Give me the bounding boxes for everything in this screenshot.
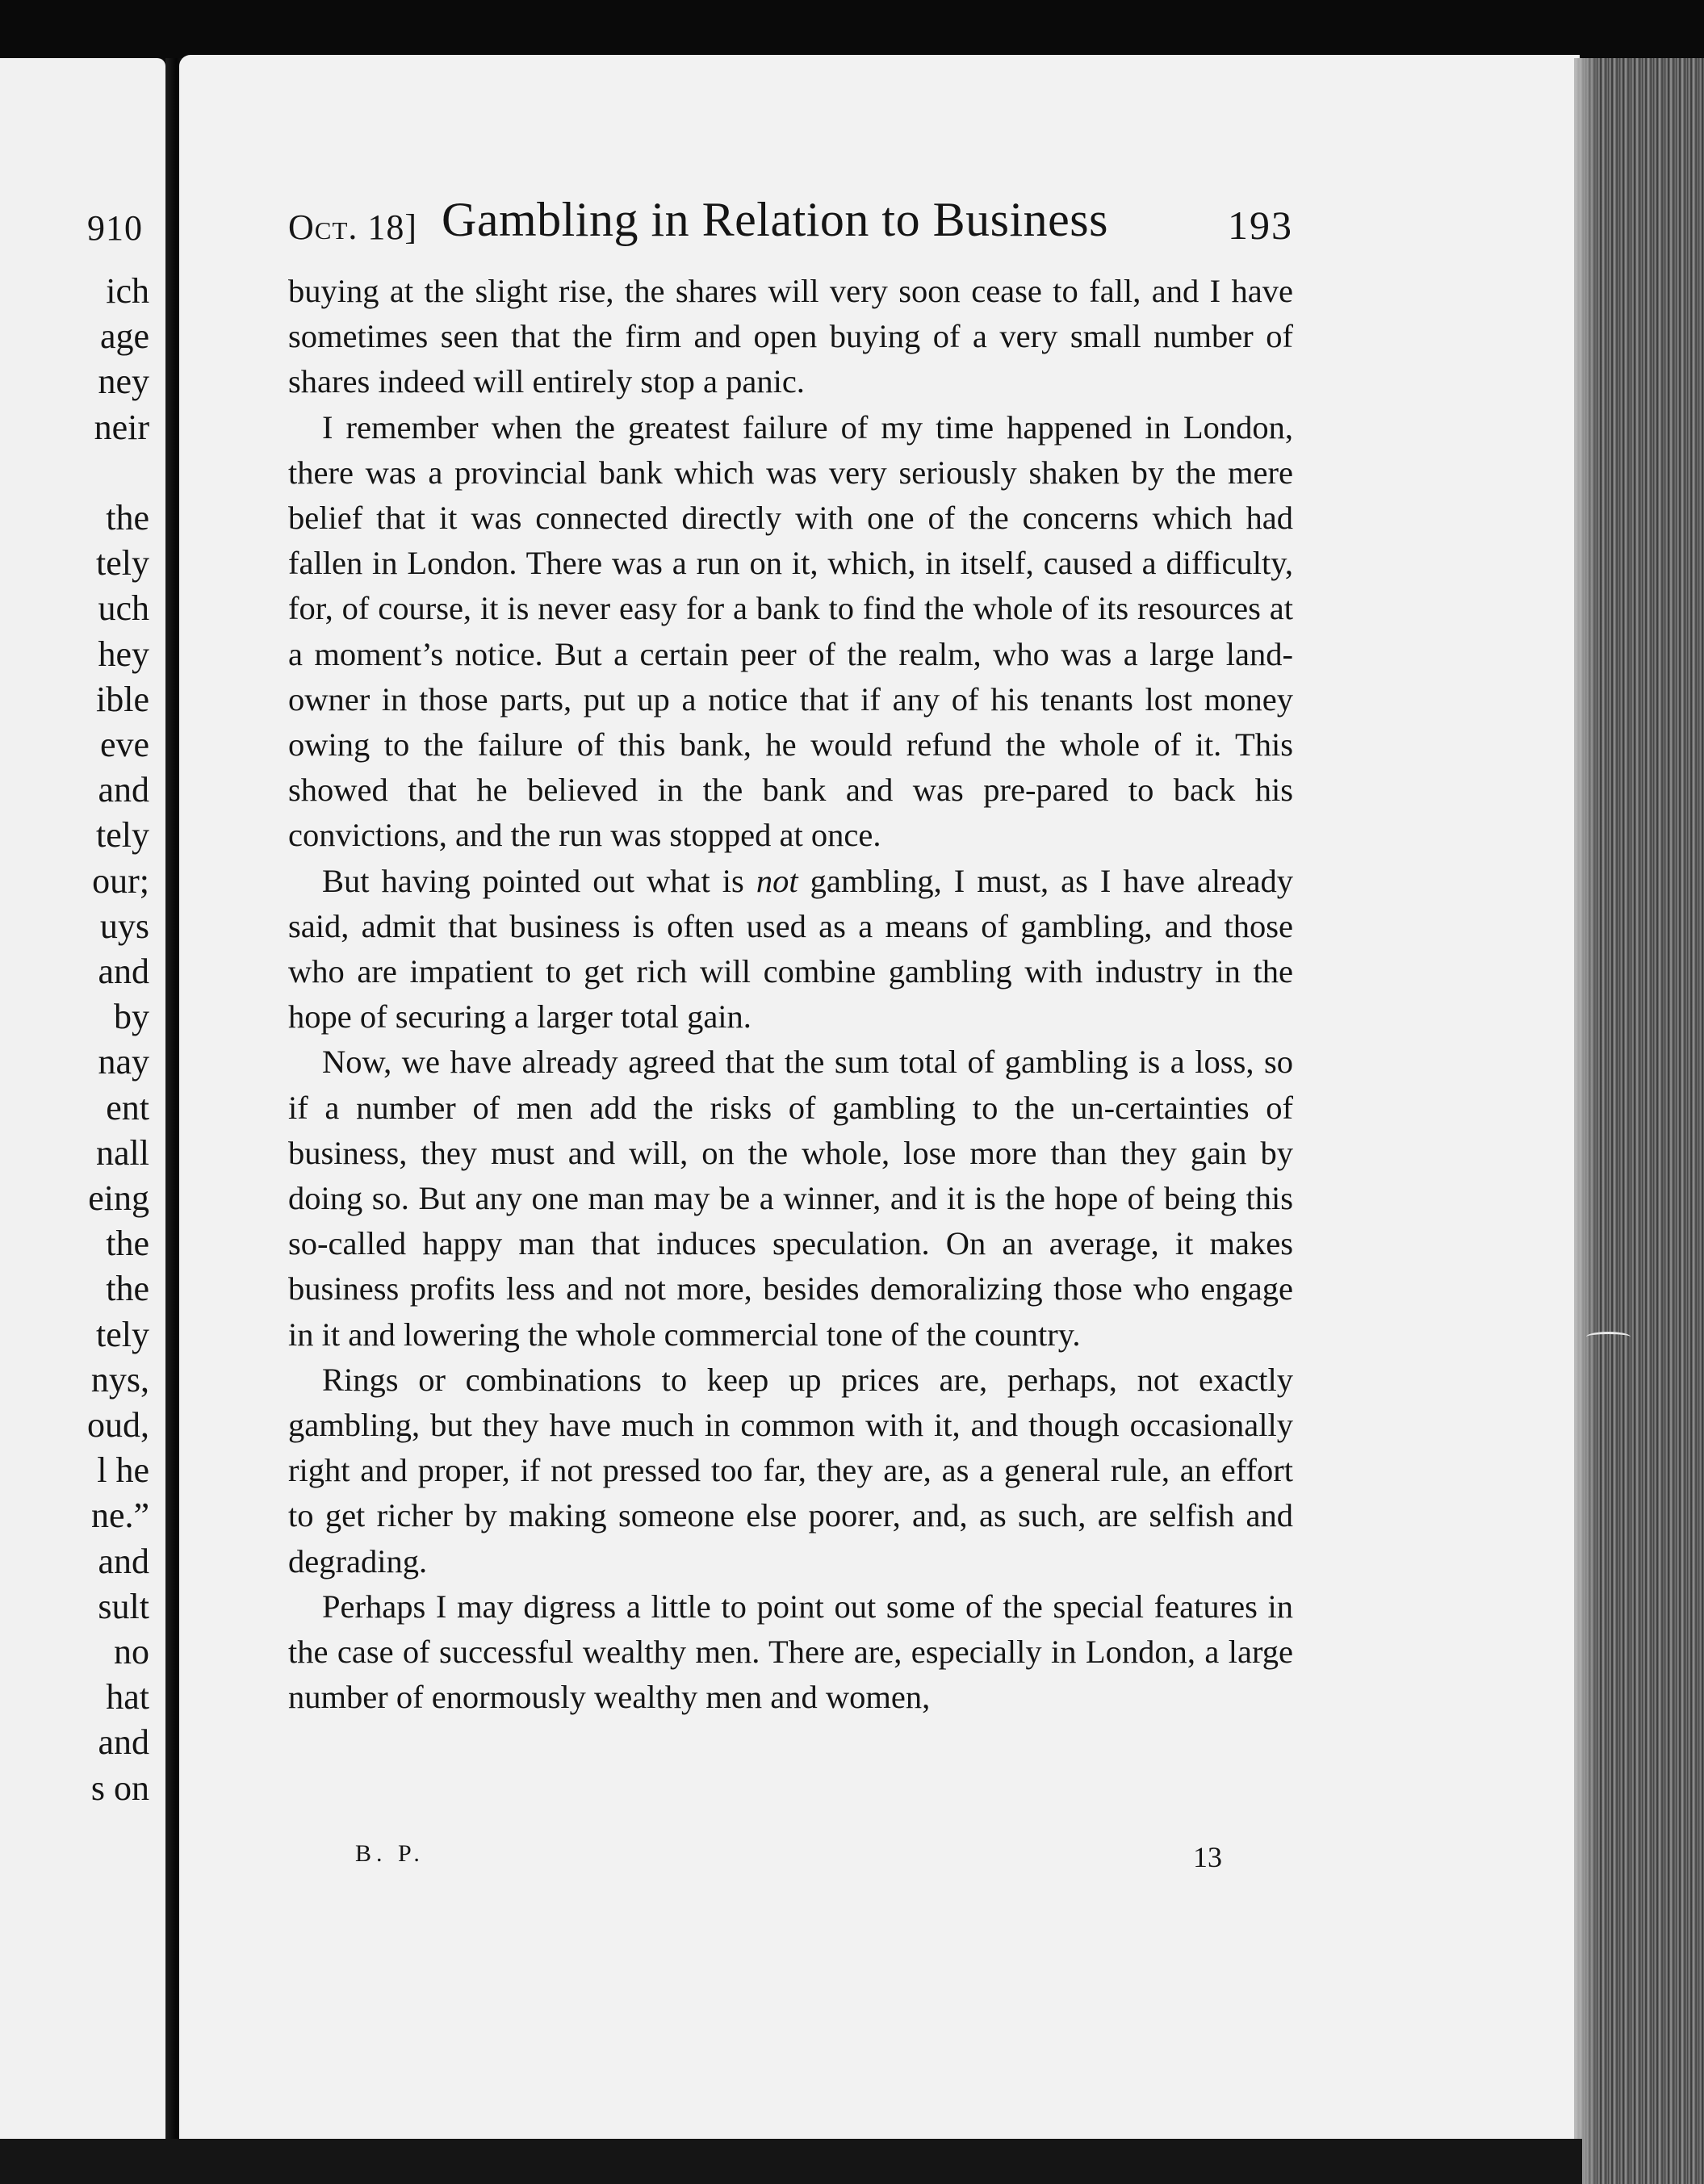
facing-page-header: 910 [87,208,143,248]
facing-page-fragment: ney [98,362,149,402]
facing-page-left [0,58,165,2140]
facing-page-fragment: nay [98,1042,149,1082]
facing-page-fragment: s on [90,1768,149,1808]
paragraph: Now, we have already agreed that the sum total of gambling is a loss, so if a number of men add the risks of gambling to the un-certainties of business, they must and will, on the whole, lose more than they gain by doing so. But any one man may be a winner, and it is the hope of being this so-called happy man that induces speculation. On an average, it makes business profits less and not more, besides demoralizing those who engage in it and lowering the whole commercial tone of the country. [288,1044,1293,1353]
facing-page-fragment: tely [96,543,149,584]
paragraph: Rings or combinations to keep up prices are, perhaps, not exactly gambling, but they have much in common with it, and though occasionally right and proper, if not pressed too far, they are, as a general rule, an effort to get richer by making someone else poorer, and, as such, are selfish and degrading. [288,1361,1293,1579]
facing-page-fragment: and [98,952,149,991]
body-text [288,269,1293,1721]
scan-border-top [0,0,1704,61]
facing-page-fragment: sult [98,1586,149,1626]
facing-page-fragment: hey [98,634,149,674]
page-edges [1574,58,1704,2184]
facing-page-fragment: and [98,1541,149,1581]
facing-page-fragment: ible [96,679,149,719]
facing-page-fragment: eve [99,725,149,764]
facing-page-fragment: uch [98,588,149,629]
facing-page-fragment: neir [94,407,149,447]
facing-page-fragment: age [99,316,149,357]
paragraph: I remember when the greatest failure of my time happened in London, there was a provincial bank which was very seriously shaken by the mere belief that it was connected directly with one of the concerns which had fallen in London. There was a run on it, which, in itself, caused a difficulty, for, of course, it is never easy for a bank to find the whole of its resources at a moment’s notice. But a certain peer of the realm, who was a large land-owner in those parts, put up a notice that if any of his tenants lost money owing to the failure of this bank, he would refund the whole of it. This showed that he believed in the bank and was pre-pared to back his convictions, and the run was stopped at once. [288,408,1293,854]
facing-page-fragment: l he [97,1450,149,1491]
running-head [288,192,1293,257]
emphasis-text: not [756,862,798,899]
facing-page-fragment: no [114,1632,149,1671]
facing-page-fragment: ich [106,271,149,311]
facing-page-fragment: the [106,498,149,538]
page-edge-mark [1586,1332,1631,1342]
facing-page-fragment: our; [92,860,149,901]
paragraph [288,859,1293,1040]
facing-page-fragment: hat [106,1677,149,1717]
paragraph-text: gambling, I must, as I have already said, admit that business is often used as a means of gambling, and those who are impatient to get rich will combine gambling with industry in the hope of securing a larger total gain. [288,862,1294,1036]
facing-page-fragment: tely [96,815,149,856]
paragraph-text: But having pointed out what is [322,862,756,899]
facing-page-fragment: ent [106,1087,149,1128]
running-head-date: Oct. 18] [288,207,418,247]
facing-page-fragment: ne.” [90,1496,149,1536]
paragraph: Perhaps I may digress a little to point out some of the special features in the case of successful wealthy men. There are, especially in London, a large number of enormously wealthy men and women, [288,1588,1293,1716]
facing-page-fragment: tely [96,1314,149,1354]
facing-page-fragment: the [106,1269,149,1309]
running-head-title: Gambling in Relation to Business [442,193,1108,246]
facing-page-fragment: nys, [90,1359,149,1400]
signature-mark: B. P. [355,1840,425,1867]
facing-page-fragment: eing [88,1178,149,1218]
signature-number: 13 [1193,1841,1222,1873]
facing-page-fragment: by [114,997,149,1037]
facing-page-fragment: and [98,1722,149,1763]
facing-page-fragment: uys [99,906,149,946]
scan-border-bottom [0,2139,1582,2184]
facing-page-fragment: nall [96,1132,149,1173]
facing-page-fragment: and [98,770,149,810]
paragraph: buying at the slight rise, the shares will very soon cease to fall, and I have sometimes seen that the firm and open buying of a very small number of shares indeed will entirely stop a panic. [288,273,1293,400]
facing-page-fragment: oud, [87,1405,149,1445]
page-number: 193 [1228,203,1293,248]
facing-page-fragment: the [106,1224,149,1264]
